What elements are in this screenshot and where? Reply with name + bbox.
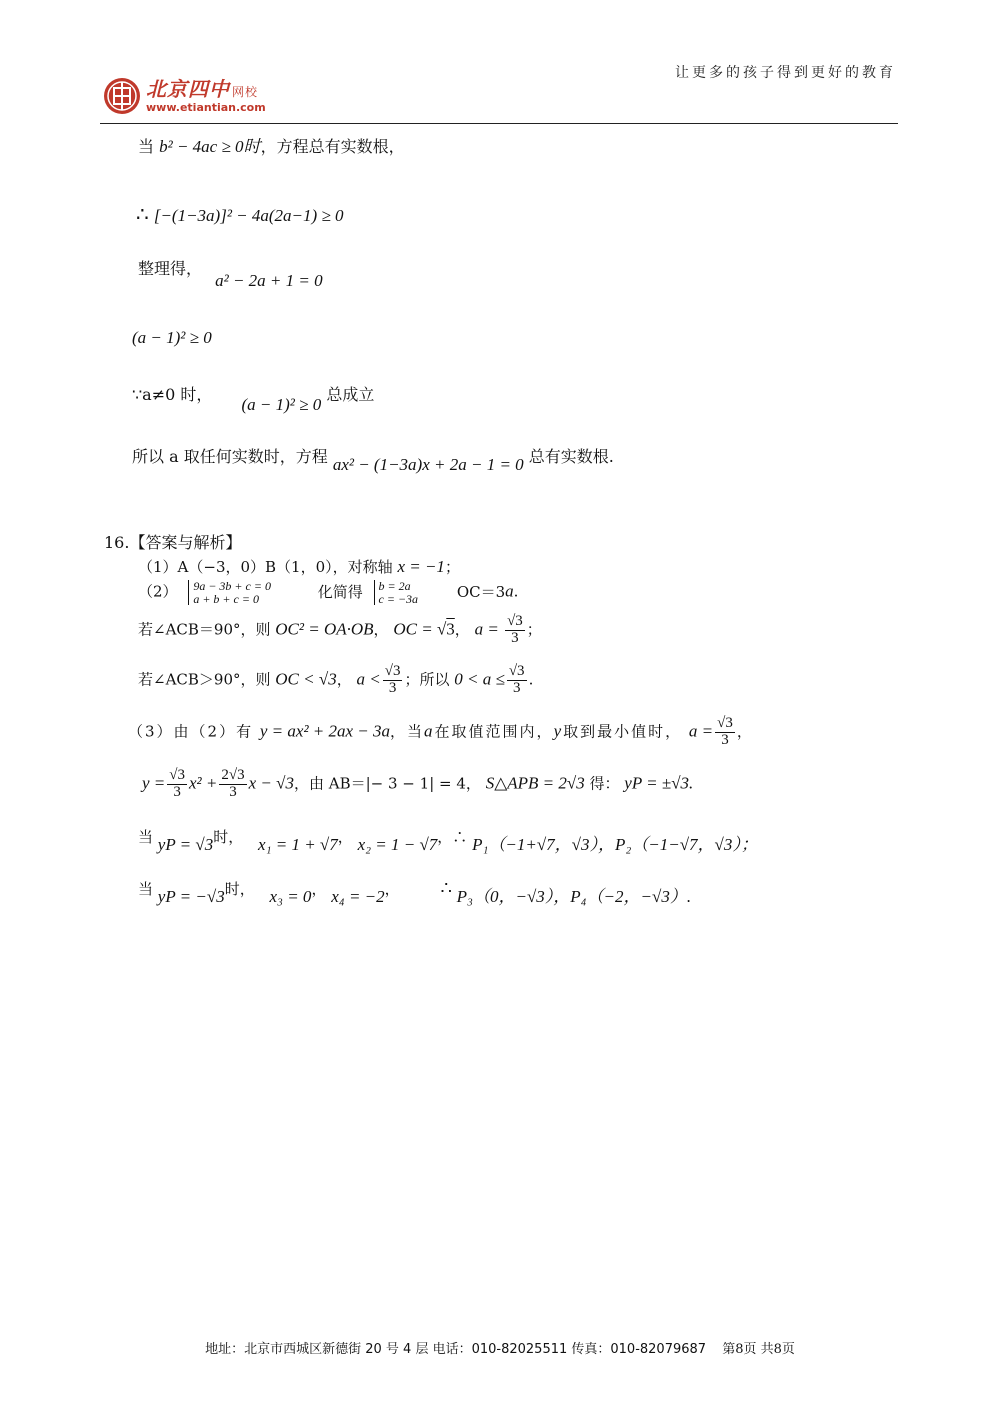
case-neg-therefore: ∴ — [440, 878, 452, 899]
case-neg-when: 时， — [224, 880, 255, 898]
q16-part2-case1: 若∠ACB＝90°，则 OC² = OA·OB， OC = √3， a = $\frac{√3}{3}$ ； — [138, 613, 542, 646]
case1-fraction: $\frac{√3}{3}$ — [507, 613, 523, 646]
case-pos-text: 当 — [138, 828, 154, 846]
line-1-math: b² − 4ac ≥ 0时 — [159, 137, 261, 156]
line-6-text: 所以 a 取任何实数时，方程 — [132, 447, 328, 466]
part3-end: ， — [736, 722, 754, 741]
case-neg-text: 当 — [138, 880, 154, 898]
part2-simplify: 化简得 — [317, 582, 363, 601]
logo-url: www.etiantian.com — [146, 101, 266, 114]
case1-sqrt: 3 — [446, 619, 455, 639]
line-5-math: (a − 1)² ≥ 0 — [241, 395, 322, 414]
part3-text-3: 在取值范围内， — [434, 722, 554, 741]
function-fraction-2: $\frac{2√3}{3}$ — [221, 767, 245, 800]
footer-address: 地址：北京市西城区新德街 20 号 4 层 电话：010-82025511 传真：010-82079687 — [205, 1342, 707, 1357]
case2-sep-1: ， — [336, 670, 352, 689]
line-3-math: a² − 2a + 1 = 0 — [215, 271, 323, 290]
case2-fraction-1: $\frac{√3}{3}$ — [384, 663, 401, 696]
function-get: 得： — [589, 774, 620, 793]
case1-text: 若∠ACB＝90°，则 — [138, 620, 271, 639]
q16-part1 — [138, 556, 460, 577]
equation-system-1 — [188, 580, 271, 605]
line-1-text: 当 — [138, 137, 155, 156]
line-1 — [138, 132, 405, 157]
line-5-text: ∵a≠0 时， — [132, 385, 213, 404]
function-term-x: x − √3 — [248, 773, 294, 793]
case2-sep-2: ；所以 — [404, 670, 450, 689]
footer-page-number: 第8页 共8页 — [722, 1342, 795, 1357]
q16-part3 — [128, 716, 754, 749]
equation-system-2 — [374, 580, 419, 605]
q16-case-positive — [138, 822, 758, 854]
case-pos-yp: yP = √3 — [157, 835, 214, 854]
header-slogan: 让更多的孩子得到更好的教育 — [675, 65, 896, 81]
case-neg-sep: ， — [311, 880, 327, 898]
q16-part2-case2 — [138, 664, 533, 697]
case2-fraction-2: $\frac{√3}{3}$ — [508, 663, 525, 696]
system-2-row-2: c = −3a — [378, 591, 419, 606]
logo-sub: 网校 — [232, 85, 259, 99]
function-term-x2: x² + — [189, 773, 218, 793]
part1-text: （1）A（−3，0）B（1，0），对称轴 — [138, 558, 393, 576]
function-area: S△APB = 2√3 — [485, 773, 585, 793]
logo — [102, 76, 266, 116]
function-fraction-1: $\frac{√3}{3}$ — [169, 767, 186, 800]
case-pos-points: P₁（−1+√7，√3），P₂（−1−√7，√3）； — [472, 835, 758, 854]
case-neg-yp: yP = −√3 — [157, 887, 225, 906]
line-5-tail: 总成立 — [326, 385, 375, 404]
case1-math-1: OC² = OA·OB — [275, 619, 374, 639]
case1-end: ； — [526, 620, 542, 639]
case-neg-sep-2: ， — [384, 880, 400, 898]
part3-text-1: （3）由（2）有 — [128, 722, 254, 741]
system-2-row-1: b = 2a — [378, 579, 411, 593]
q16-case-negative — [138, 874, 692, 906]
case1-sep-2: ， — [454, 620, 470, 639]
school-logo-icon — [102, 76, 142, 116]
case1-sep-1: ， — [373, 620, 389, 639]
line-3 — [138, 256, 323, 290]
part3-math-2: a — [424, 721, 435, 741]
case-neg-x3: x₃ = 0 — [269, 887, 312, 906]
case-pos-therefore: ，∴ — [437, 828, 468, 846]
part3-text-2: ，当 — [390, 722, 425, 741]
line-6-math: ax² − (1−3a)x + 2a − 1 = 0 — [332, 455, 524, 474]
part2-oc-end: . — [513, 582, 519, 601]
system-1-row-1: 9a − 3b + c = 0 — [193, 579, 271, 593]
line-4-math: (a − 1)² ≥ 0 — [132, 328, 212, 347]
line-4 — [132, 328, 212, 348]
case1-math-2: OC = — [393, 619, 437, 639]
q16-part2 — [138, 580, 518, 605]
therefore-symbol: ∴ — [136, 202, 149, 226]
part3-math-4: a = — [688, 721, 714, 741]
q16-title: 16.【答案与解析】 — [104, 533, 242, 552]
case2-text: 若∠ACB＞90°，则 — [138, 670, 271, 689]
page-footer — [0, 1338, 1000, 1357]
part2-oc: OC＝3 — [456, 582, 506, 601]
function-ab: ，由 AB＝|− 3 − 1| = 4， — [293, 774, 481, 793]
function-lhs: y = — [142, 773, 166, 793]
case2-math-2: a < — [356, 669, 381, 689]
case-pos-x1: x₁ = 1 + √7 — [258, 835, 338, 854]
part3-math-1: y = ax² + 2ax − 3a — [259, 721, 391, 741]
function-yp: yP = ±√3. — [624, 773, 694, 793]
line-6 — [132, 444, 614, 474]
case1-math-3: a = — [474, 619, 504, 639]
system-1-row-2: a + b + c = 0 — [193, 591, 259, 606]
logo-name: 北京四中 — [146, 77, 230, 101]
part3-text-4: 取到最小值时， — [563, 722, 683, 741]
line-6-tail: 总有实数根. — [528, 447, 614, 466]
case-pos-when: 时， — [213, 828, 244, 846]
part2-label: （2） — [138, 582, 178, 601]
line-2 — [136, 202, 344, 226]
part1-math: x = −1 — [397, 557, 445, 576]
part2-oc-var: a — [505, 581, 514, 601]
case2-math-3: 0 < a ≤ — [454, 669, 505, 689]
case-pos-sep: ， — [337, 828, 353, 846]
case-pos-x2: x₂ = 1 − √7 — [357, 835, 438, 854]
case2-math-1: OC < √3 — [275, 669, 337, 689]
page-header — [100, 58, 898, 124]
part3-fraction: $\frac{√3}{3}$ — [717, 715, 733, 748]
line-2-math: [−(1−3a)]² − 4a(2a−1) ≥ 0 — [153, 206, 344, 225]
case-neg-points: P₃（0，−√3），P₄（−2，−√3）. — [456, 887, 692, 906]
part1-tail: ； — [444, 558, 460, 576]
line-3-text: 整理得， — [138, 259, 203, 278]
q16-part3-function — [142, 768, 693, 801]
part3-math-3: y — [553, 721, 564, 741]
line-5 — [132, 382, 375, 414]
line-1-tail: ，方程总有实数根， — [260, 137, 405, 156]
case2-end: . — [528, 670, 534, 689]
case-neg-x4: x₄ = −2 — [331, 887, 385, 906]
